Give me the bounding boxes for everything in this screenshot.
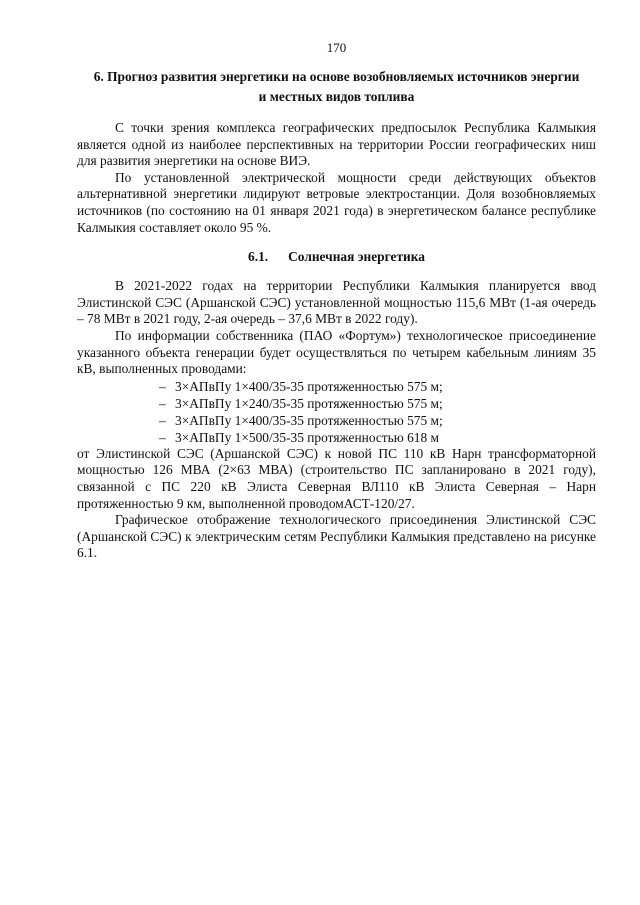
section-paragraph-2: По информации собственника (ПАО «Фортум») технологическое присоединение указанного объекта генерации будет осуществляться по четырем кабельным линиям 35 кВ, выполненных проводами: bbox=[77, 327, 596, 377]
list-item bbox=[159, 395, 596, 412]
section-paragraph-1: В 2021-2022 годах на территории Республики Калмыкия планируется ввод Элистинской СЭС (Аршанской СЭС) установленной мощностью 115,6 МВт (1-ая очередь – 78 МВт в 2021 году, 2-ая очередь – 37,6 МВт в 2022 году). bbox=[77, 278, 596, 327]
page-number: 170 bbox=[326, 40, 347, 55]
list-item bbox=[159, 412, 596, 429]
section-number: 6.1. bbox=[248, 249, 269, 265]
list-item-text: 3×АПвПу 1×400/35-35 протяженностью 575 м; bbox=[175, 412, 443, 428]
section-title: Солнечная энергетика bbox=[288, 249, 425, 265]
list-dash: – bbox=[159, 378, 166, 394]
cable-list bbox=[77, 378, 596, 446]
chapter-heading-line-1: 6. Прогноз развития энергетики на основе возобновляемых источников энергии bbox=[93, 69, 580, 84]
list-item bbox=[159, 378, 596, 395]
list-item-text: 3×АПвПу 1×240/35-35 протяженностью 575 м; bbox=[175, 395, 443, 411]
list-dash: – bbox=[159, 429, 166, 445]
list-item-text: 3×АПвПу 1×500/35-35 протяженностью 618 м bbox=[175, 429, 440, 445]
closing-paragraph: Графическое отображение технологического присоединения Элистинской СЭС (Аршанской СЭС) к электрическим сетям Республики Калмыкия представлено на рисунке 6.1. bbox=[77, 512, 596, 561]
after-list-paragraph: от Элистинской СЭС (Аршанской СЭС) к новой ПС 110 кВ Нарн трансформаторной мощностью 126 МВА (2×63 МВА) (строительство ПС запланировано в 2021 году), связанной с ПС 220 кВ Элиста Северная ВЛ110 кВ Элиста Северная – Нарн протяженностью 9 км, выполненной проводомАСТ-120/27. bbox=[77, 445, 596, 511]
intro-paragraph-1: С точки зрения комплекса географических предпосылок Республика Калмыкия является одной из наиболее перспективных на территории России географических ниш для развития энергетики на основе ВИЭ. bbox=[77, 120, 596, 169]
list-item bbox=[159, 429, 596, 446]
list-dash: – bbox=[159, 395, 166, 411]
intro-paragraph-2: По установленной электрической мощности среди действующих объектов альтернативной энергетики лидируют ветровые электростанции. Доля возобновляемых источников (по состоянию на 01 января 2021 года) в энергетическом балансе республике Калмыкия составляет около 95 %. bbox=[77, 169, 596, 235]
chapter-heading-line-2: и местных видов топлива bbox=[258, 89, 415, 104]
list-item-text: 3×АПвПу 1×400/35-35 протяженностью 575 м; bbox=[175, 378, 443, 394]
chapter-heading bbox=[77, 67, 596, 107]
list-dash: – bbox=[159, 412, 166, 428]
section-heading bbox=[77, 248, 596, 266]
